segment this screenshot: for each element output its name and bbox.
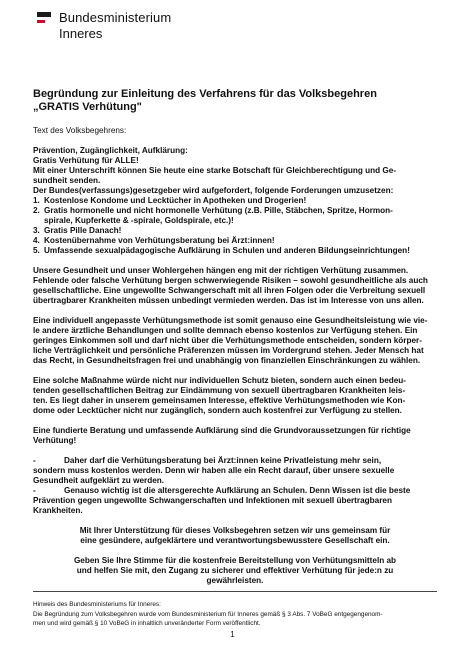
demand-item: 5. Umfassende sexualpädagogische Aufklärung in Schulen und anderen Bildungseinrichtungen! — [33, 246, 410, 255]
paragraph-line: gewährleisten. — [206, 576, 264, 585]
paragraph-line: tenden gesellschaftlichen Beitrag zur Eindämmung von sexuell übertragbaren Krankheiten leis- — [33, 386, 406, 395]
paragraph-4 — [33, 426, 437, 446]
paragraph-line: eine gesündere, aufgeklärtere und verantwortungsbewusstere Gesellschaft ein. — [80, 536, 390, 545]
paragraph-line: übertragbarer Krankheiten müssen unbedingt vermieden werden. Das ist im Interesse von uns allen. — [33, 296, 424, 305]
paragraph-line: liche Verträglichkeit und persönliche Präferenzen müssen im Vordergrund stehen. Jeder Mensch hat — [33, 346, 424, 355]
paragraph-line: dome oder Lecktücher nicht nur zugänglich, sondern auch kostenfrei zur Verfügung zu stellen. — [33, 406, 402, 415]
paragraph-line: gesellschaftliche. Eine ungewollte Schwangerschaft mit all ihren Folgen oder die Verbreitung sexuell — [33, 286, 426, 295]
paragraph-line: geringes Einkommen soll und darf nicht über die Verhütungsmethode entscheiden, sondern körper- — [33, 336, 422, 345]
paragraph-line: das Recht, in Gesundheitsfragen frei und unabhängig von finanziellen Einschränkungen zu wählen. — [33, 356, 421, 365]
petition-line: Mit einer Unterschrift können Sie heute eine starke Botschaft für Gleichberechtigung und Ge- — [33, 166, 397, 175]
paragraph-line: Unsere Gesundheit und unser Wohlergehen hängen eng mit der richtigen Verhütung zusammen. — [33, 266, 409, 275]
dash-item: - Daher darf die Verhütungsberatung bei Ärzt:innen keine Privatleistung mehr sein, — [33, 456, 382, 465]
intro-label: Text des Volksbegehrens: — [33, 126, 127, 135]
closing-paragraph-1 — [33, 526, 437, 546]
paragraph-line: Eine fundierte Beratung und umfassende Aufklärung sind die Grundvoraussetzungen für richtige — [33, 426, 411, 435]
paragraph-line: Gesundheit aufgeklärt zu werden. — [33, 476, 165, 485]
paragraph-2 — [33, 316, 437, 366]
demands-list — [33, 196, 437, 256]
logo-line-1: Bundesministerium — [59, 10, 172, 25]
logo-mark-icon — [37, 12, 51, 24]
paragraph-line: Mit Ihrer Unterstützung für dieses Volksbegehren setzen wir uns gemeinsam für — [79, 526, 391, 535]
page-number: 1 — [230, 630, 235, 639]
title-line-1: Begründung zur Einleitung des Verfahrens für das Volksbegehren — [33, 88, 377, 100]
petition-line: Gratis Verhütung für ALLE! — [33, 156, 139, 165]
dash-list — [33, 456, 437, 516]
paragraph-1 — [33, 266, 437, 306]
demand-item: 1. Kostenlose Kondome und Lecktücher in Apotheken und Drogerien! — [33, 196, 307, 205]
title-line-2: „GRATIS Verhütung" — [33, 100, 142, 113]
footnote-line: men und wird gemäß § 10 VoBeG in inhaltlich unveränderter Form veröffentlicht. — [33, 620, 261, 627]
paragraph-line: Fehlende oder falsche Verhütung bergen schwerwiegende Risiken – sowohl gesundheitliche als auch — [33, 276, 428, 285]
paragraph-line: Eine individuell angepasste Verhütungsmethode ist somit genauso eine Gesundheitsleistung wie vie- — [33, 316, 428, 325]
dash-marker: - — [33, 486, 36, 495]
paragraph-3 — [33, 376, 437, 416]
logo-line-2: Inneres — [59, 26, 103, 41]
demand-item: 2. Gratis hormonelle und nicht hormonelle Verhütung (z.B. Pille, Stäbchen, Spritze, Hormon- — [33, 206, 393, 215]
petition-line: sundheit senden. — [33, 176, 101, 185]
demand-item: 4. Kostenübernahme von Verhütungsberatung bei Ärzt:innen! — [33, 236, 275, 245]
footnote-heading: Hinweis des Bundesministeriums für Inneres: — [33, 601, 161, 608]
closing-paragraph-2 — [33, 556, 437, 586]
paragraph-line: Eine solche Maßnahme würde nicht nur individuellen Schutz bieten, sondern auch einen bedeu- — [33, 376, 407, 385]
demand-item: 3. Gratis Pille Danach! — [33, 226, 122, 235]
footnote — [33, 591, 437, 629]
petition-text — [33, 146, 437, 256]
paragraph-line: Prävention gegen ungewollte Schwangerschaften und Infektionen mit sexuell übertragbaren — [33, 496, 392, 505]
paragraph-line: Verhütung! — [33, 436, 77, 445]
demand-item: spirale, Kupferkette & -spirale, Goldspirale, etc.)! — [44, 216, 234, 225]
paragraph-line: Krankheiten. — [33, 506, 83, 515]
paragraph-line: ten. Es liegt daher in unserem gemeinsamen Interesse, effektive Verhütungsmethoden wie Kon- — [33, 396, 406, 405]
petition-heading: Prävention, Zugänglichkeit, Aufklärung: — [33, 146, 188, 155]
paragraph-line: und helfen Sie mit, den Zugang zu sicherer und effektiver Verhütung für jede:n zu — [76, 566, 394, 575]
paragraph-line: sondern muss kostenlos werden. Denn wir haben alle ein Recht darauf, über unsere sexuelle — [33, 466, 395, 475]
dash-marker: - — [33, 456, 36, 465]
dash-item: - Genauso wichtig ist die altersgerechte Aufklärung an Schulen. Denn Wissen ist die beste — [33, 486, 411, 495]
paragraph-line: le andere ärztliche Behandlungen und sollte demnach ebenso kostenlos zur Verfügung stehen. Ein — [33, 326, 418, 335]
document-title — [33, 88, 437, 113]
paragraph-line: Geben Sie Ihre Stimme für die kostenfreie Bereitstellung von Verhütungsmitteln ab — [73, 556, 397, 565]
footnote-line: Die Begründung zum Volksbegehren wurde vom Bundesministerium für Inneres gemäß § 3 Abs. 7 VoBeG entgegengenom- — [33, 610, 383, 618]
document-body — [33, 88, 437, 586]
petition-line: Der Bundes(verfassungs)gesetzgeber wird aufgefordert, folgende Forderungen umzusetzen: — [33, 186, 394, 195]
